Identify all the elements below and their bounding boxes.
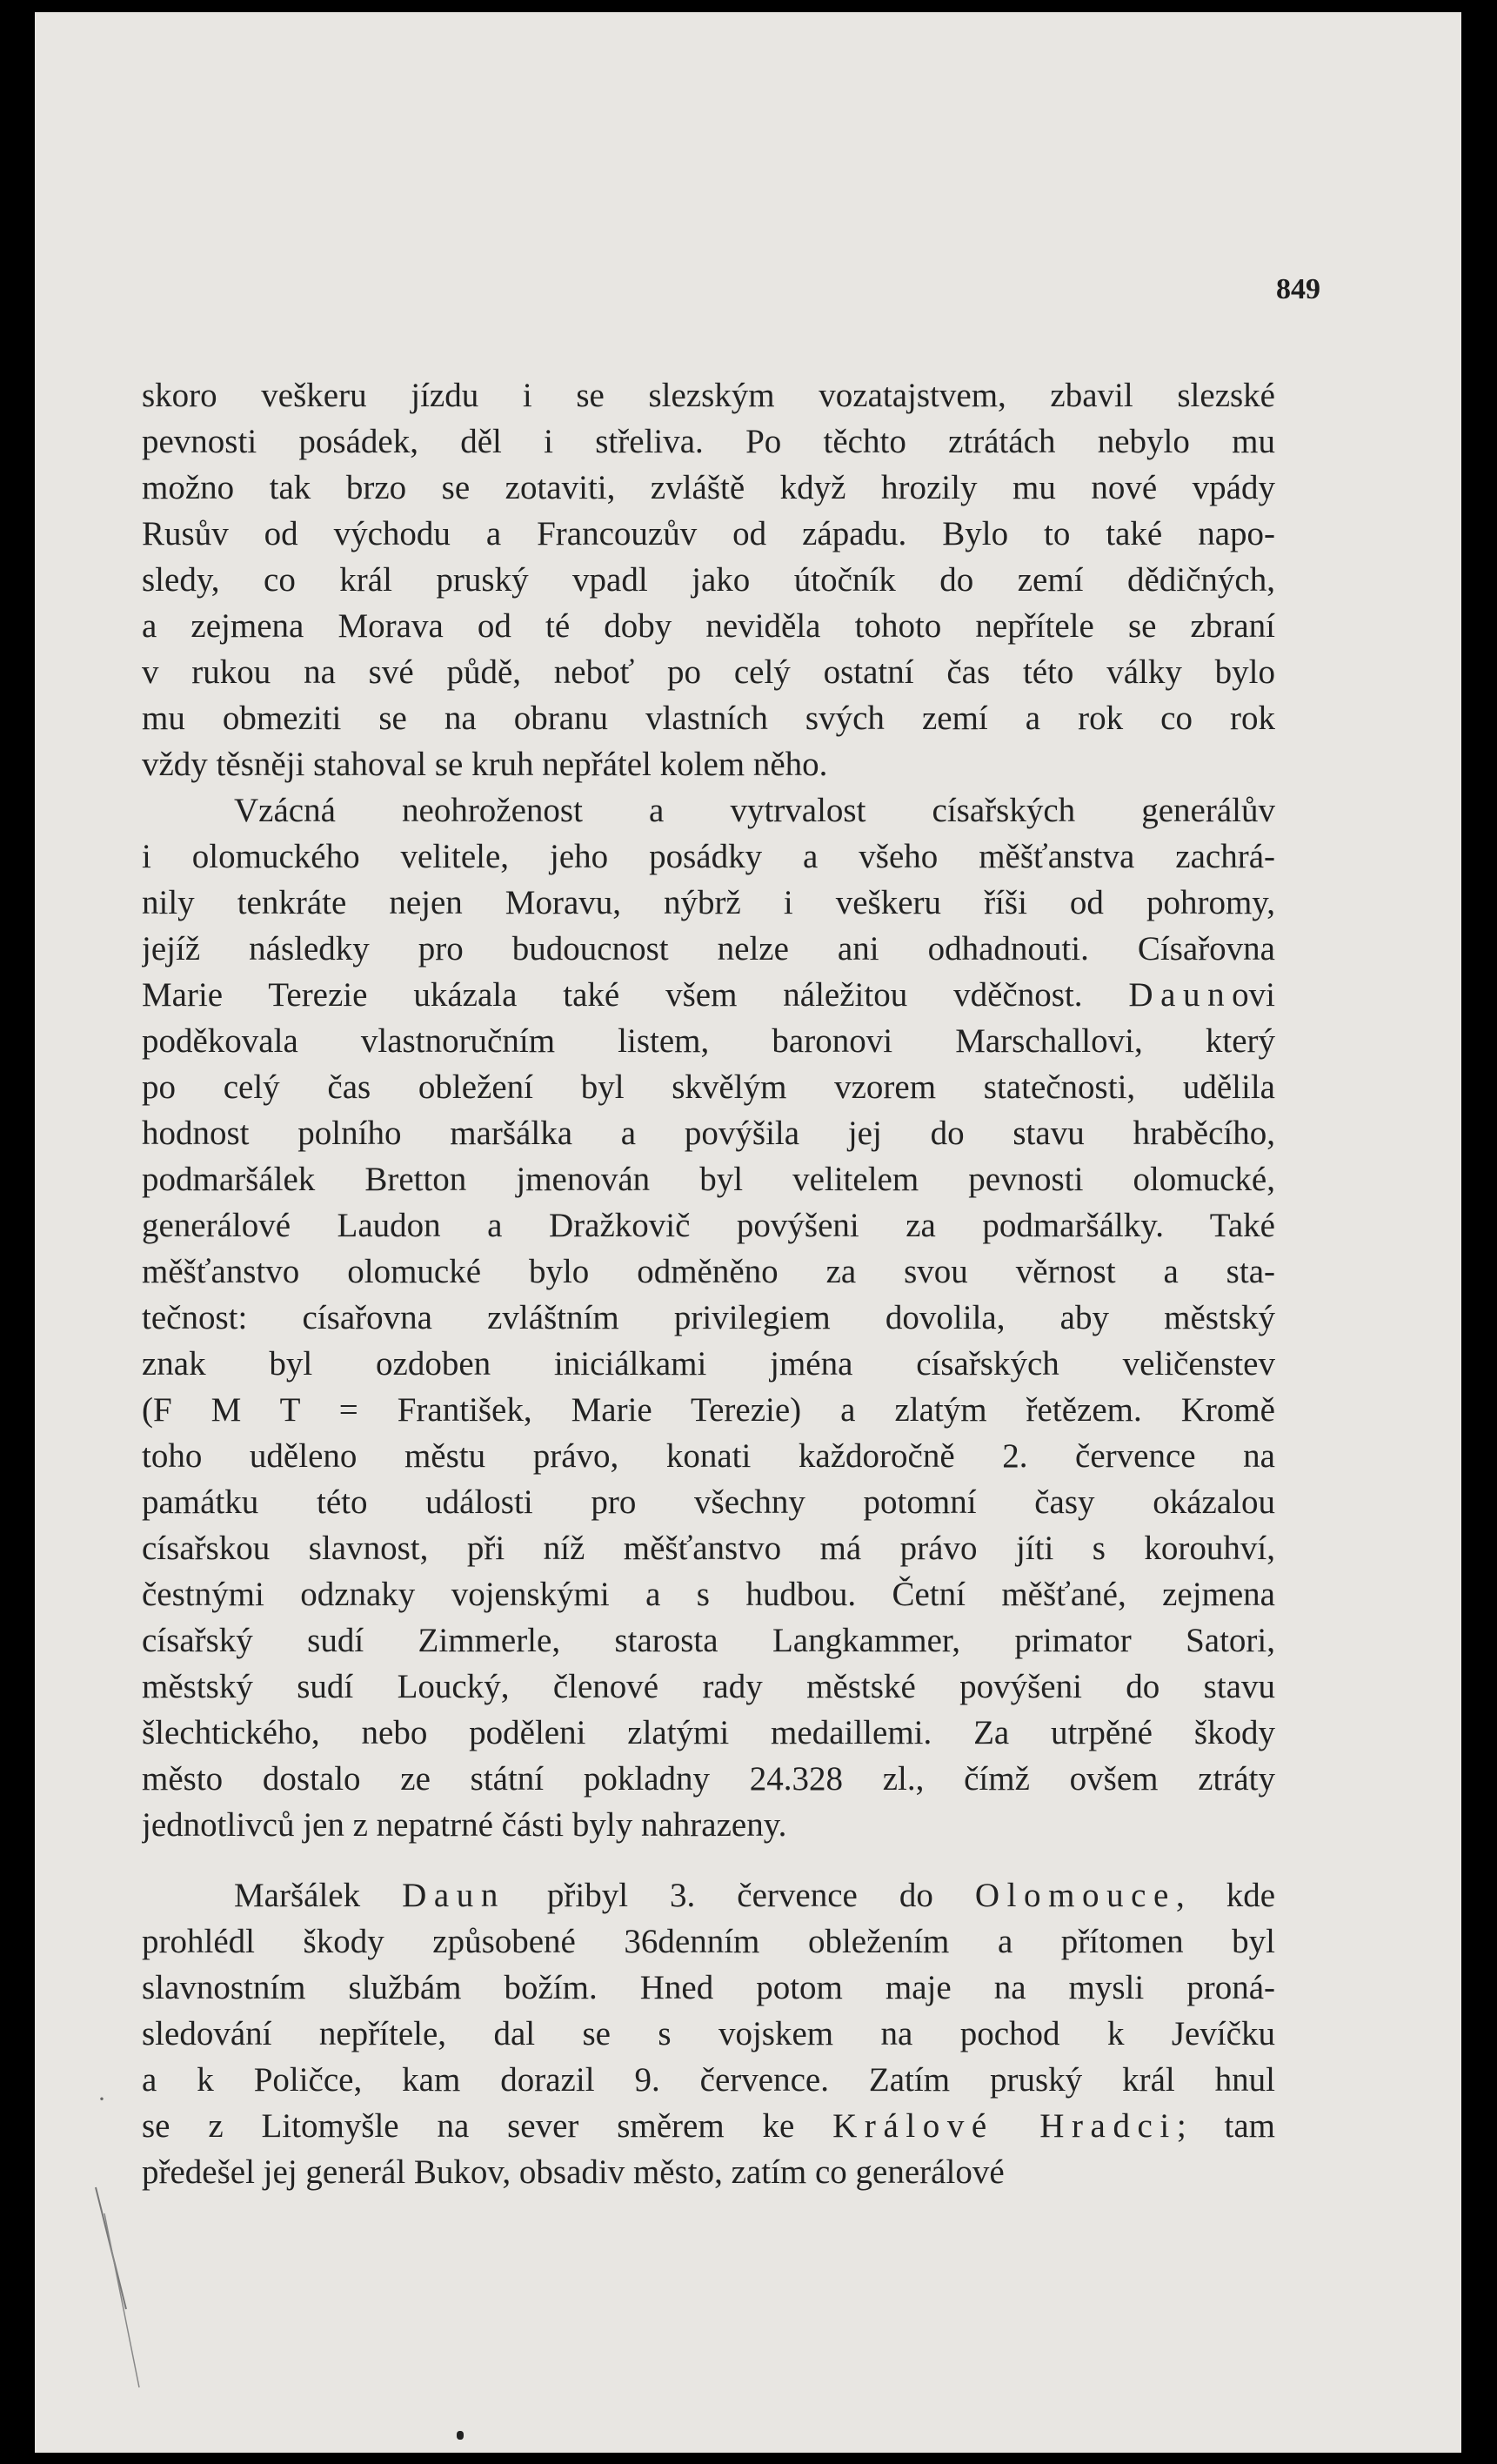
text-line: vždy těsněji stahoval se kruh nepřátel kolem něho. (142, 746, 828, 783)
text-line: Marie Terezie ukázala také všem náležitou vděčnost. Daunovi (142, 976, 1275, 1014)
text-line: tečnost: císařovna zvláštním privilegiem dovolila, aby městský (142, 1299, 1275, 1336)
text-line: císařský sudí Zimmerle, starosta Langkammer, primator Satori, (142, 1622, 1275, 1659)
text-line: v rukou na své půdě, neboť po celý ostatní čas této války bylo (142, 653, 1275, 691)
text-line: čestnými odznaky vojenskými a s hudbou. Četní měšťané, zejmena (142, 1576, 1275, 1613)
text-line: jednotlivců jen z nepatrné části byly nahrazeny. (142, 1806, 787, 1844)
text-line: městský sudí Loucký, členové rady městské povýšeni do stavu (142, 1668, 1275, 1705)
text-line: památku této události pro všechny potomní časy okázalou (142, 1483, 1275, 1521)
paragraph (142, 787, 1275, 1848)
text-line: toho uděleno městu právo, konati každoročně 2. července na (142, 1437, 1275, 1475)
text-line: císařskou slavnost, při níž měšťanstvo má právo jíti s korouhví, (142, 1530, 1275, 1567)
margin-dot-mark: · (97, 2085, 106, 2113)
book-page (35, 12, 1461, 2453)
text-line: po celý čas obležení byl skvělým vzorem statečnosti, udělila (142, 1068, 1275, 1106)
text-line: jejíž následky pro budoucnost nelze ani odhadnouti. Císařovna (142, 930, 1275, 968)
text-line: předešel jej generál Bukov, obsadiv město, zatím co generálové (142, 2153, 1005, 2191)
text-line: Rusův od východu a Francouzův od západu. Bylo to také napo- (142, 515, 1275, 552)
spaced-emphasis: Králové Hradci (832, 2107, 1177, 2145)
text-line: možno tak brzo se zotaviti, zvláště když hrozily mu nové vpády (142, 469, 1275, 506)
spaced-emphasis: Olomouce (974, 1877, 1176, 1914)
paragraph (142, 1872, 1275, 2195)
paragraph (142, 372, 1275, 787)
spaced-emphasis: Daun (1128, 976, 1233, 1014)
text-line: město dostalo ze státní pokladny 24.328 zl., čímž ovšem ztráty (142, 1760, 1275, 1798)
text-line: šlechtického, nebo poděleni zlatými medaillemi. Za utrpěné škody (142, 1714, 1275, 1751)
body-text (142, 372, 1275, 2195)
text-line: skoro veškeru jízdu i se slezským vozatajstvem, zbavil slezské (142, 377, 1275, 414)
text-line: sledy, co král pruský vpadl jako útočník do zemí dědičných, (142, 561, 1275, 599)
text-line: slavnostním službám božím. Hned potom maje na mysli proná- (142, 1969, 1275, 2006)
margin-scratch-marks (91, 2179, 144, 2405)
text-line: poděkovala vlastnoručním listem, baronovi Marschallovi, který (142, 1022, 1275, 1060)
text-line: a k Poličce, kam dorazil 9. července. Zatím pruský král hnul (142, 2061, 1275, 2099)
text-line: prohlédl škody způsobené 36denním obležením a přítomen byl (142, 1923, 1275, 1960)
text-line: nily tenkráte nejen Moravu, nýbrž i veškeru říši od pohromy, (142, 884, 1275, 921)
text-line: a zejmena Morava od té doby neviděla tohoto nepřítele se zbraní (142, 607, 1275, 645)
text-line: i olomuckého velitele, jeho posádky a všeho měšťanstva zachrá- (142, 838, 1275, 875)
text-line: mu obmeziti se na obranu vlastních svých zemí a rok co rok (142, 700, 1275, 737)
text-line: sledování nepřítele, dal se s vojskem na pochod k Jevíčku (142, 2015, 1275, 2052)
text-line: hodnost polního maršálka a povýšila jej do stavu hraběcího, (142, 1115, 1275, 1152)
text-line: znak byl ozdoben iniciálkami jména císařských veličenstev (142, 1345, 1275, 1383)
text-line: Vzácná neohroženost a vytrvalost císařských generálův (234, 792, 1275, 829)
text-line: podmaršálek Bretton jmenován byl velitelem pevnosti olomucké, (142, 1161, 1275, 1198)
text-line: generálové Laudon a Dražkovič povýšeni za podmaršálky. Také (142, 1207, 1275, 1244)
paragraph-gap (142, 1848, 1275, 1872)
text-line: Maršálek Daun přibyl 3. července do Olomouce, kde (234, 1877, 1275, 1914)
bottom-ink-mark (457, 2431, 464, 2440)
text-line: se z Litomyšle na sever směrem ke Králové Hradci; tam (142, 2107, 1275, 2145)
text-line: měšťanstvo olomucké bylo odměněno za svou věrnost a sta- (142, 1253, 1275, 1290)
page-number: 849 (1276, 273, 1320, 305)
text-line: pevnosti posádek, děl i střeliva. Po těchto ztrátách nebylo mu (142, 423, 1275, 460)
text-line: (F M T = František, Marie Terezie) a zlatým řetězem. Kromě (142, 1391, 1275, 1429)
spaced-emphasis: Daun (402, 1877, 505, 1914)
